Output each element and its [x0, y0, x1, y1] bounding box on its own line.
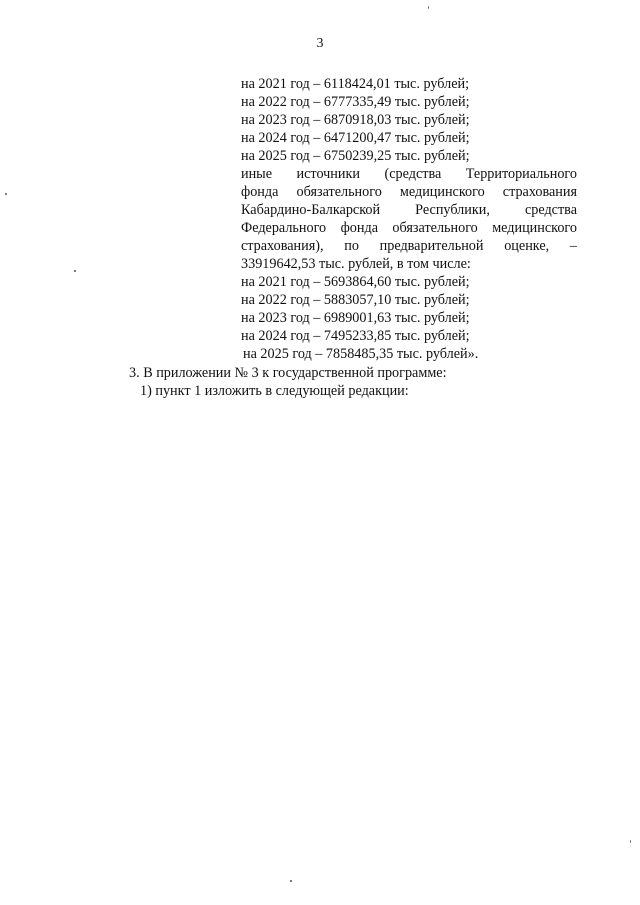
other-sources-2022: на 2022 год – 5883057,10 тыс. рублей; [241, 292, 470, 308]
budget-line-2022: на 2022 год – 6777335,49 тыс. рублей; [241, 94, 470, 110]
other-sources-line-3: Кабардино-Балкарской Республики, средства [241, 202, 577, 218]
other-sources-2025: на 2025 год – 7858485,35 тыс. рублей». [243, 346, 479, 362]
scan-speck [428, 6, 429, 9]
other-sources-line-2: фонда обязательного медицинского страхования [241, 184, 577, 200]
budget-line-2023: на 2023 год – 6870918,03 тыс. рублей; [241, 112, 470, 128]
scan-speck [5, 193, 7, 195]
scan-speck [630, 840, 631, 843]
budget-line-2025: на 2025 год – 6750239,25 тыс. рублей; [241, 148, 470, 164]
other-sources-line-5: страхования), по предварительной оценке, – [241, 238, 577, 254]
other-sources-total: 33919642,53 тыс. рублей, в том числе: [241, 256, 471, 272]
other-sources-line-1: иные источники (средства Территориального [241, 166, 577, 182]
other-sources-2024: на 2024 год – 7495233,85 тыс. рублей; [241, 328, 470, 344]
budget-line-2024: на 2024 год – 6471200,47 тыс. рублей; [241, 130, 470, 146]
other-sources-2021: на 2021 год – 5693864,60 тыс. рублей; [241, 274, 470, 290]
other-sources-line-4: Федерального фонда обязательного медицинского [241, 220, 577, 236]
item-3-1: 1) пункт 1 изложить в следующей редакции: [140, 383, 409, 399]
page-number: 3 [316, 36, 324, 51]
budget-line-2021: на 2021 год – 6118424,01 тыс. рублей; [241, 76, 470, 92]
scan-speck [290, 880, 292, 882]
scan-speck [74, 270, 76, 272]
other-sources-2023: на 2023 год – 6989001,63 тыс. рублей; [241, 310, 470, 326]
item-3: 3. В приложении № 3 к государственной программе: [129, 365, 447, 381]
